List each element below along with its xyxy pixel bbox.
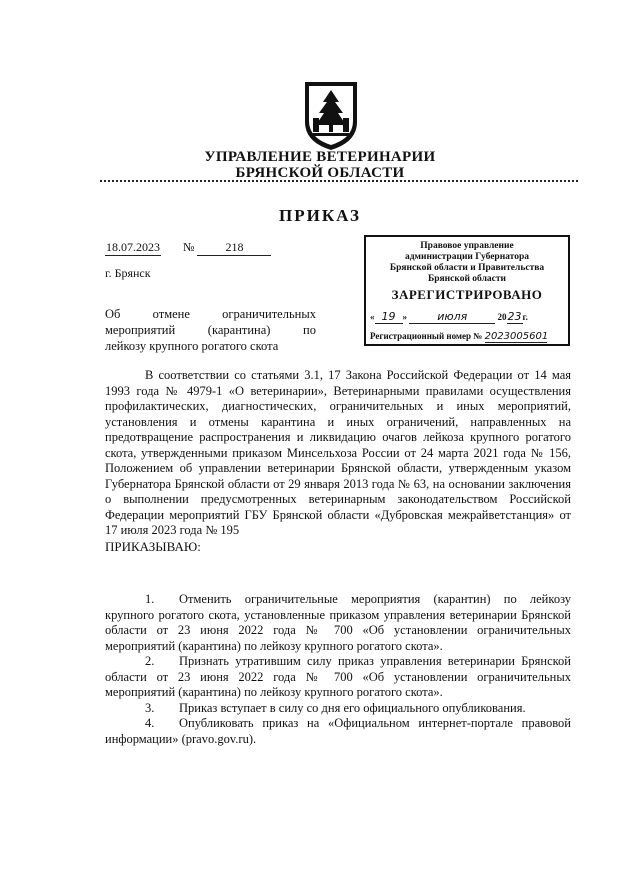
stamp-registered: ЗАРЕГИСТРИРОВАНО [391, 287, 543, 302]
organization-name-line1: УПРАВЛЕНИЕ ВЕТЕРИНАРИИ [204, 149, 436, 165]
item-text: Опубликовать приказ на «Официальном интернет-портале правовой информации» (pravo.gov.ru). [105, 716, 571, 746]
item-text: Отменить ограничительные мероприятия (карантин) по лейкозу крупного рогатого скота, установленные приказом управления ветеринарии Брянской области от 23 июня 2022 года № 700 «Об установлении ограничительных мероприятий (карантина) по лейкозу крупного рогатого скота». [105, 592, 571, 653]
order-word: ПРИКАЗЫВАЮ: [105, 538, 201, 554]
item-number: 3. [145, 700, 155, 715]
subject-line2: мероприятий (карантина) по [105, 323, 316, 337]
order-number-label: № [183, 240, 195, 254]
order-number: 218 [197, 240, 271, 256]
order-item [105, 701, 571, 717]
stamp-org-line4: Брянской области [427, 274, 507, 284]
preamble-block [105, 368, 571, 554]
order-item [105, 654, 571, 701]
order-item [105, 716, 571, 747]
order-items [105, 592, 571, 747]
subject-line1: Об отмене ограничительных [105, 307, 316, 321]
organization-name-line2: БРЯНСКОЙ ОБЛАСТИ [235, 165, 405, 181]
order-city: г. Брянск [105, 266, 151, 280]
stamp-reg-number-row [370, 331, 564, 343]
stamp-year-unit: г. [522, 312, 528, 322]
stamp-org-line3: Брянской области и Правительства [389, 263, 545, 273]
stamp-org-line1: Правовое управление [420, 241, 514, 251]
document-title: ПРИКАЗ [279, 206, 361, 225]
item-number: 2. [145, 654, 155, 668]
stamp-org-line2: администрации Губернатора [404, 252, 529, 262]
stamp-day: 19 [375, 310, 403, 324]
item-text: Признать утратившим силу приказ управления ветеринарии Брянской области от 23 июня 2022 года № 700 «Об установлении ограничительных мероприятий (карантина) по лейкозу крупного рогатого скота». [105, 654, 571, 699]
item-number: 1. [145, 592, 155, 606]
stamp-year-suffix: 23 [507, 310, 522, 323]
header-divider [100, 180, 578, 182]
order-date: 18.07.2023 [106, 240, 160, 254]
subject-line3: лейкозу крупного рогатого скота [105, 339, 279, 353]
order-subject [105, 306, 316, 354]
item-text: Приказ вступает в силу со дня его официального опубликования. [179, 700, 526, 715]
stamp-date-row: « 19 » июля 2023г. [370, 310, 528, 323]
stamp-reg-number-label: Регистрационный номер № [370, 331, 483, 341]
registration-stamp [364, 235, 570, 346]
item-number: 4. [145, 716, 155, 730]
order-item [105, 592, 571, 654]
stamp-month: июля [409, 310, 495, 324]
coat-of-arms-emblem [299, 78, 363, 152]
stamp-year-prefix: 20 [497, 312, 507, 322]
preamble-paragraph: В соответствии со статьями 3.1, 17 Закона Российской Федерации от 14 мая 1993 года № 4979-1 «О ветеринарии», Ветеринарными правилами осуществления профилактических, диагностических, ограничительных и иных мероприятий, установления и отмены карантина и иных ограничений, направленных на предотвращение распространения и ликвидацию очагов лейкоза крупного рогатого скота, утвержденными приказом Минсельхоза России от 24 марта 2021 года № 156, Положением об управлении ветеринарии Брянской области, утвержденным указом Губернатора Брянской области от 29 января 2013 года № 63, на основании заключения о выполнении предусмотренных ветеринарным законодательством Российской Федерации мероприятий ГБУ Брянской области «Дубровская межрайветстанция» от 17 июля 2023 года № 195 [105, 368, 571, 537]
stamp-reg-number: 2023005601 [484, 331, 549, 342]
order-date-number [105, 240, 271, 256]
